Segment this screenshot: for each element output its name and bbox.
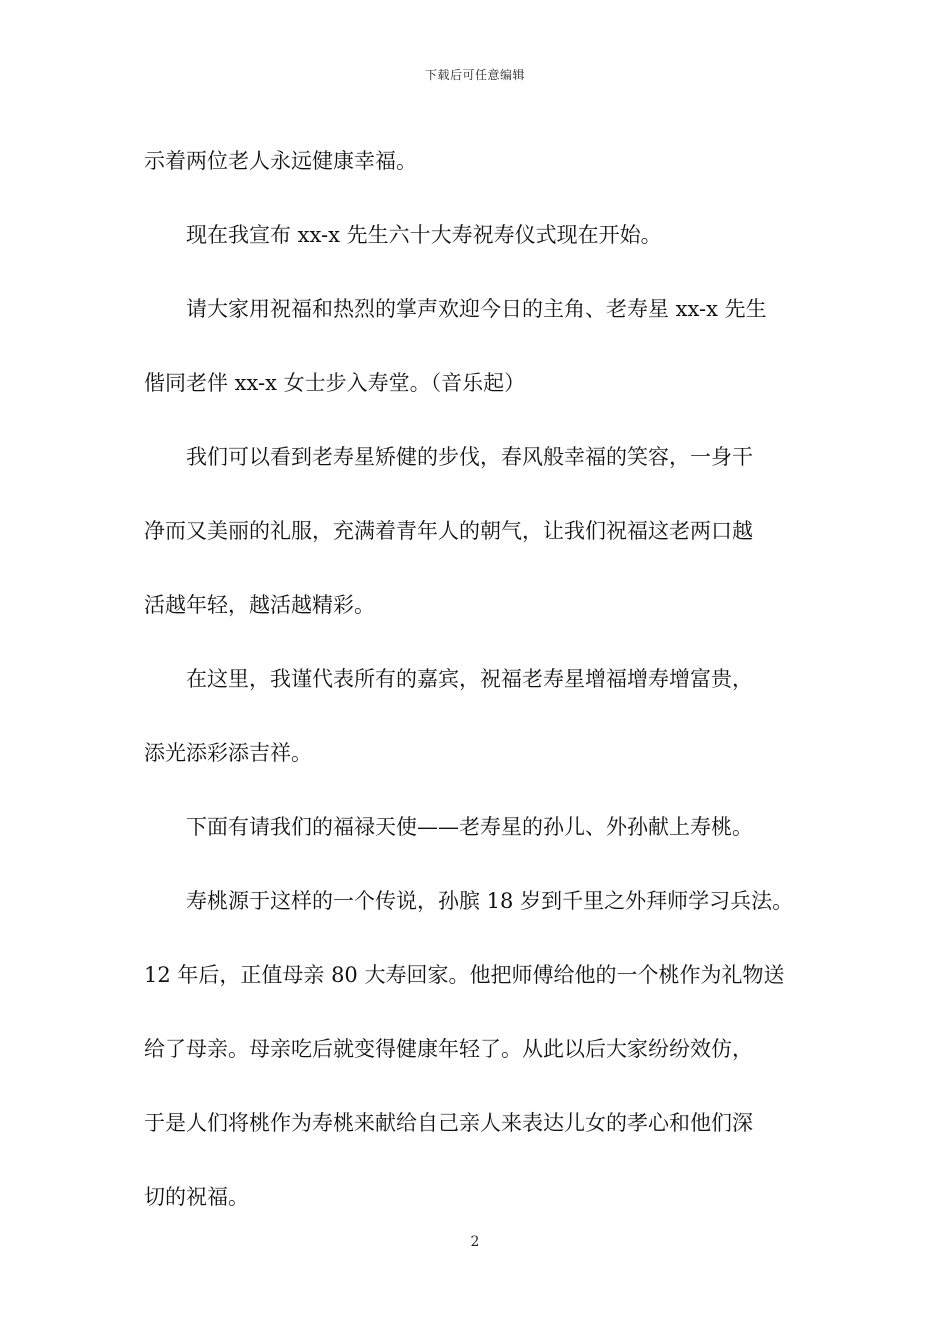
paragraph-line: 给了母亲。母亲吃后就变得健康年轻了。从此以后大家纷纷效仿， [144,1037,753,1061]
document-body [144,124,824,1234]
paragraph-6 [144,790,824,864]
paragraph-line: 在这里，我谨代表所有的嘉宾，祝福老寿星增福增寿增富贵， [186,667,753,691]
page-number: 2 [470,1234,480,1250]
paragraph-line: 寿桃源于这样的一个传说，孙膑 18 岁到千里之外拜师学习兵法。 [186,889,794,913]
paragraph-1 [144,124,824,198]
paragraph-line: 请大家用祝福和热烈的掌声欢迎今日的主角、老寿星 xx-x 先生 [186,297,767,321]
paragraph-line: 12 年后，正值母亲 80 大寿回家。他把师傅给他的一个桃作为礼物送 [144,963,785,987]
paragraph-3 [144,272,824,420]
page-header: 下载后可任意编辑 [424,68,525,82]
paragraph-line: 于是人们将桃作为寿桃来献给自己亲人来表达儿女的孝心和他们深 [144,1111,753,1135]
paragraph-line: 示着两位老人永远健康幸福。 [144,149,417,173]
paragraph-5 [144,642,824,790]
paragraph-line: 偕同老伴 xx-x 女士步入寿堂。（音乐起） [144,371,526,395]
paragraph-line: 添光添彩添吉祥。 [144,741,312,765]
paragraph-line: 净而又美丽的礼服，充满着青年人的朝气，让我们祝福这老两口越 [144,519,753,543]
paragraph-line: 活越年轻，越活越精彩。 [144,593,375,617]
paragraph-line: 现在我宣布 xx-x 先生六十大寿祝寿仪式现在开始。 [186,223,662,247]
paragraph-7 [144,864,824,1234]
paragraph-line: 切的祝福。 [144,1185,249,1209]
paragraph-line: 我们可以看到老寿星矫健的步伐，春风般幸福的笑容，一身干 [186,445,753,469]
paragraph-2 [144,198,824,272]
paragraph-4 [144,420,824,642]
paragraph-line: 下面有请我们的福禄天使——老寿星的孙儿、外孙献上寿桃。 [186,815,753,839]
